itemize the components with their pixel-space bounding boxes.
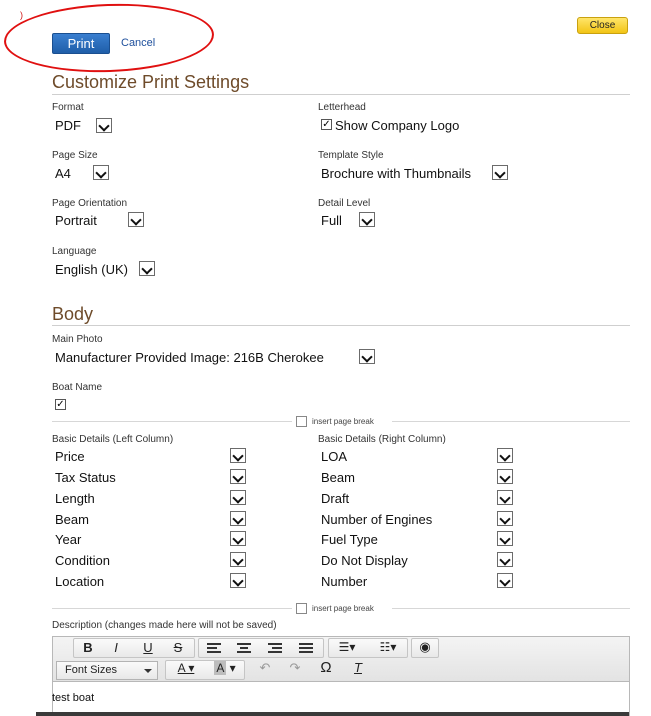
right-item-fuel-type-dropdown[interactable] <box>497 531 513 546</box>
page-break-checkbox-2[interactable] <box>296 603 307 614</box>
left-item-price: Price <box>55 449 85 464</box>
print-button[interactable]: Print <box>52 33 110 54</box>
page-size-label: Page Size <box>52 150 98 161</box>
show-logo-checkbox[interactable]: ✓ <box>322 119 331 130</box>
main-photo-value: Manufacturer Provided Image: 216B Cherokee <box>55 350 324 365</box>
annotation-mark: ) <box>20 10 23 20</box>
page-break-line-right <box>392 421 630 422</box>
right-item-number: Number <box>321 574 368 589</box>
page-orientation-label: Page Orientation <box>52 198 128 209</box>
left-item-location: Location <box>55 574 105 589</box>
left-item-tax-status: Tax Status <box>55 470 116 485</box>
align-right-icon[interactable] <box>268 641 282 655</box>
main-photo-dropdown[interactable] <box>359 349 375 364</box>
align-center-icon[interactable] <box>237 641 251 655</box>
bottom-edge <box>36 712 629 716</box>
language-label: Language <box>52 246 97 257</box>
strikethrough-icon[interactable]: S <box>173 640 183 655</box>
main-photo-label: Main Photo <box>52 334 103 345</box>
language-dropdown[interactable] <box>139 261 155 276</box>
left-item-year: Year <box>55 532 82 547</box>
template-style-dropdown[interactable] <box>492 165 508 180</box>
page-size-dropdown[interactable] <box>93 165 109 180</box>
template-style-label: Template Style <box>318 150 384 161</box>
page-size-value: A4 <box>55 166 71 181</box>
template-style-value: Brochure with Thumbnails <box>321 166 472 181</box>
bold-icon[interactable]: B <box>83 640 93 655</box>
left-item-length-dropdown[interactable] <box>230 490 246 505</box>
left-item-price-dropdown[interactable] <box>230 448 246 463</box>
right-item-number-dropdown[interactable] <box>497 573 513 588</box>
page-orientation-value: Portrait <box>55 213 97 228</box>
right-item-draft: Draft <box>321 491 350 506</box>
right-item-loa: LOA <box>321 449 348 464</box>
left-item-tax-status-dropdown[interactable] <box>230 469 246 484</box>
boat-name-checkbox[interactable]: ✓ <box>56 399 65 410</box>
left-column-label: Basic Details (Left Column) <box>52 434 174 445</box>
right-item-number-of-engines: Number of Engines <box>321 512 433 527</box>
right-item-beam: Beam <box>321 470 355 485</box>
align-justify-icon[interactable] <box>299 641 313 655</box>
right-item-beam-dropdown[interactable] <box>497 469 513 484</box>
right-item-fuel-type: Fuel Type <box>321 532 378 547</box>
left-item-condition: Condition <box>55 553 110 568</box>
left-item-beam: Beam <box>55 512 89 527</box>
left-item-condition-dropdown[interactable] <box>230 552 246 567</box>
language-value: English (UK) <box>55 262 128 277</box>
format-dropdown[interactable] <box>96 118 112 133</box>
eye-icon[interactable]: ◉ <box>419 639 431 654</box>
format-label: Format <box>52 102 84 113</box>
format-value: PDF <box>55 118 81 133</box>
align-left-icon[interactable] <box>207 641 221 655</box>
description-label: Description (changes made here will not be saved) <box>52 620 277 631</box>
page-break-label: insert page break <box>312 417 374 426</box>
undo-icon[interactable]: ↶ <box>259 660 271 675</box>
bullet-list-icon[interactable]: ☰▾ <box>338 640 356 654</box>
page-break-checkbox[interactable] <box>296 416 307 427</box>
italic-icon[interactable]: I <box>114 640 118 655</box>
redo-icon[interactable]: ↷ <box>289 660 301 675</box>
detail-level-dropdown[interactable] <box>359 212 375 227</box>
description-content[interactable]: test boat <box>52 692 95 704</box>
page-orientation-dropdown[interactable] <box>128 212 144 227</box>
left-item-beam-dropdown[interactable] <box>230 511 246 526</box>
page-break-label-2: insert page break <box>312 604 374 613</box>
detail-level-value: Full <box>321 213 342 228</box>
numbered-list-icon[interactable]: ☷▾ <box>379 640 397 654</box>
close-button[interactable]: Close <box>577 17 628 34</box>
detail-level-label: Detail Level <box>318 198 371 209</box>
letterhead-label: Letterhead <box>318 102 366 113</box>
page-break-line-left-2 <box>52 608 292 609</box>
right-item-do-not-display-dropdown[interactable] <box>497 552 513 567</box>
settings-title: Customize Print Settings <box>52 72 250 92</box>
body-title: Body <box>52 304 94 324</box>
underline-icon[interactable]: U <box>143 640 153 655</box>
body-divider <box>52 325 630 326</box>
page-break-line-left <box>52 421 292 422</box>
show-logo-label: Show Company Logo <box>335 118 460 133</box>
right-item-number-of-engines-dropdown[interactable] <box>497 511 513 526</box>
right-column-label: Basic Details (Right Column) <box>318 434 446 445</box>
right-item-loa-dropdown[interactable] <box>497 448 513 463</box>
right-item-draft-dropdown[interactable] <box>497 490 513 505</box>
left-item-location-dropdown[interactable] <box>230 573 246 588</box>
left-item-length: Length <box>55 491 95 506</box>
left-item-year-dropdown[interactable] <box>230 531 246 546</box>
special-character-icon[interactable]: Ω <box>320 659 332 676</box>
remove-format-icon[interactable]: T <box>354 660 362 675</box>
text-color-icon[interactable]: A ▾ <box>177 661 195 675</box>
background-color-icon[interactable]: A ▾ <box>216 661 236 675</box>
page-break-line-right-2 <box>392 608 630 609</box>
right-item-do-not-display: Do Not Display <box>321 553 408 568</box>
font-size-select[interactable]: Font Sizes <box>56 661 158 680</box>
settings-divider <box>52 94 630 95</box>
cancel-link[interactable]: Cancel <box>121 37 156 49</box>
boat-name-label: Boat Name <box>52 382 103 393</box>
